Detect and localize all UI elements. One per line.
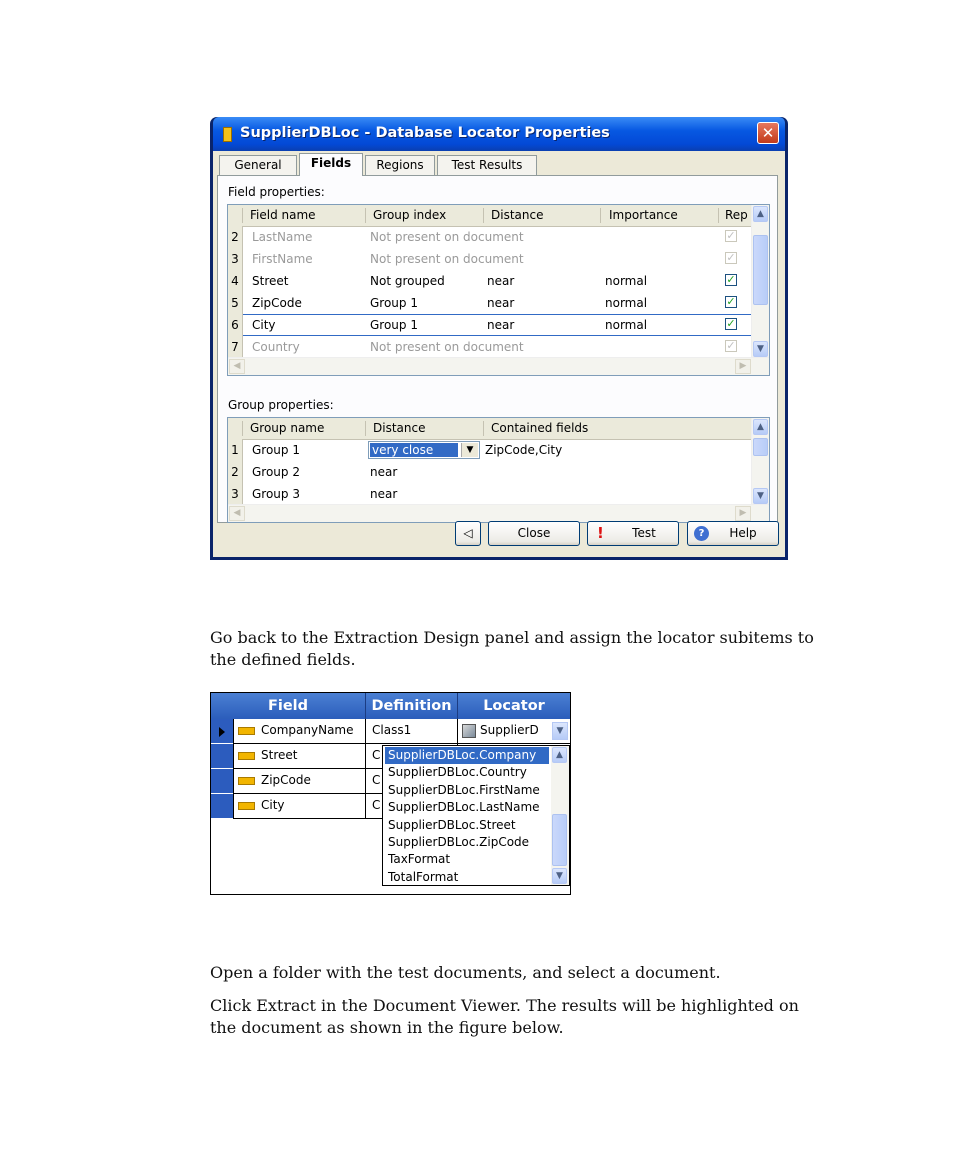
cell-locator[interactable] — [458, 719, 570, 744]
row-selector[interactable] — [211, 744, 233, 769]
cell-importance[interactable]: normal — [605, 296, 648, 310]
field-grid-vscroll[interactable] — [751, 205, 769, 358]
grid-header — [228, 205, 752, 227]
distance-select[interactable] — [368, 441, 480, 459]
cell-definition[interactable]: C — [366, 744, 458, 769]
help-button-label: Help — [729, 526, 757, 540]
scroll-up-icon[interactable]: ▲ — [753, 206, 768, 222]
row-number: 7 — [228, 336, 243, 358]
dropdown-option[interactable]: SupplierDBLoc.Country — [388, 765, 527, 780]
rep-checkbox[interactable]: ✓ — [726, 251, 736, 264]
cell-distance[interactable]: near — [487, 296, 515, 310]
cell-definition[interactable]: Class1 — [366, 719, 458, 744]
cell-field-name: FirstName — [252, 252, 313, 266]
dropdown-vscroll[interactable] — [551, 746, 569, 885]
cell-field-name: LastName — [252, 230, 313, 244]
rep-checkbox[interactable]: ✓ — [726, 317, 736, 330]
scroll-thumb[interactable] — [753, 235, 768, 305]
scroll-thumb[interactable] — [552, 814, 567, 866]
cell-field — [233, 744, 366, 769]
table-row[interactable] — [228, 461, 752, 483]
rep-checkbox[interactable]: ✓ — [726, 295, 736, 308]
locator-properties-dialog — [210, 117, 788, 560]
tab-regions[interactable]: Regions — [365, 155, 435, 175]
scroll-down-icon[interactable]: ▼ — [753, 488, 768, 504]
group-grid-header — [228, 418, 752, 440]
cell-definition[interactable]: C — [366, 794, 458, 819]
field-name: ZipCode — [261, 773, 311, 787]
test-button-label: Test — [632, 526, 656, 540]
dialog-title: SupplierDBLoc - Database Locator Properties — [240, 125, 610, 141]
cell-field — [233, 769, 366, 794]
cell-importance[interactable]: normal — [605, 318, 648, 332]
row-number: 2 — [228, 226, 243, 248]
back-button[interactable]: ◁ — [455, 521, 481, 546]
group-grid-vscroll[interactable] — [751, 418, 769, 505]
exclamation-icon: ! — [597, 524, 604, 542]
cell-field-name: Country — [252, 340, 300, 354]
cell-distance[interactable]: near — [487, 318, 515, 332]
chevron-down-icon[interactable]: ▼ — [461, 443, 478, 457]
table-row[interactable] — [228, 248, 752, 270]
col-group-name[interactable]: Group name — [250, 421, 325, 435]
distance-select-value: very close — [370, 443, 458, 457]
group-grid-hscroll[interactable] — [228, 504, 769, 522]
rep-checkbox[interactable]: ✓ — [726, 229, 736, 242]
row-selector[interactable] — [211, 719, 233, 744]
row-selector[interactable] — [211, 769, 233, 794]
table-row[interactable] — [228, 292, 752, 314]
field-grid-hscroll[interactable] — [228, 357, 769, 375]
cell-field-name: City — [252, 318, 276, 332]
tab-test-results[interactable]: Test Results — [437, 155, 537, 175]
instruction-paragraph-1: Go back to the Extraction Design panel and assign the locator subitems to the defined fields. — [210, 628, 814, 669]
row-number: 3 — [228, 248, 243, 270]
col-field-name[interactable]: Field name — [250, 208, 316, 222]
col-locator[interactable]: Locator — [458, 693, 570, 719]
cell-field — [233, 794, 366, 819]
current-row-icon — [219, 727, 225, 737]
cell-group-index[interactable]: Not present on document — [370, 252, 524, 266]
scroll-up-icon[interactable]: ▲ — [753, 419, 768, 435]
dropdown-option[interactable]: TotalFormat — [388, 869, 459, 884]
scroll-left-icon[interactable]: ◀ — [229, 506, 245, 521]
row-number: 2 — [228, 461, 243, 483]
col-group-index[interactable]: Group index — [373, 208, 447, 222]
col-field[interactable]: Field — [211, 693, 366, 719]
cell-field-name: Street — [252, 274, 289, 288]
group-properties-label: Group properties: — [228, 398, 334, 412]
col-rep[interactable]: Rep — [725, 208, 748, 222]
field-name: CompanyName — [261, 723, 354, 737]
cell-field-name: ZipCode — [252, 296, 302, 310]
cell-definition[interactable]: C — [366, 769, 458, 794]
group-properties-grid — [227, 417, 770, 523]
dropdown-option[interactable]: SupplierDBLoc.ZipCode — [388, 835, 530, 849]
close-button[interactable]: Close — [488, 521, 580, 546]
col-distance[interactable]: Distance — [491, 208, 544, 222]
field-icon — [238, 727, 255, 735]
scroll-down-icon[interactable]: ▼ — [552, 868, 567, 884]
field-properties-label: Field properties: — [228, 185, 325, 199]
help-icon: ? — [694, 526, 709, 541]
table-row[interactable] — [228, 270, 752, 292]
instruction-paragraph-3: Click Extract in the Document Viewer. The results will be highlighted on the document as shown in the figure below. — [210, 996, 799, 1037]
col-importance[interactable]: Importance — [609, 208, 678, 222]
cell-group-index[interactable]: Not grouped — [370, 274, 445, 288]
col-group-distance[interactable]: Distance — [373, 421, 426, 435]
close-icon[interactable]: ✕ — [757, 122, 779, 144]
table-row[interactable] — [228, 483, 752, 505]
row-selector[interactable] — [211, 794, 233, 819]
database-icon — [223, 127, 232, 142]
locator-value: SupplierD — [480, 723, 539, 737]
cell-group-index[interactable]: Group 1 — [370, 296, 418, 310]
cell-group-name: Group 3 — [252, 487, 300, 501]
cell-group-distance[interactable]: near — [370, 465, 398, 479]
cell-distance[interactable]: near — [487, 274, 515, 288]
field-icon — [238, 752, 255, 760]
cell-group-name: Group 1 — [252, 443, 300, 457]
table-row[interactable] — [228, 314, 752, 336]
cell-group-name: Group 2 — [252, 465, 300, 479]
cell-contained-fields: ZipCode,City — [485, 443, 563, 457]
cell-group-distance[interactable]: near — [370, 487, 398, 501]
row-number: 5 — [228, 292, 243, 314]
tab-general[interactable]: General — [219, 155, 297, 175]
tab-strip — [219, 153, 779, 175]
row-number: 4 — [228, 270, 243, 292]
table-row[interactable] — [211, 719, 571, 744]
field-name: City — [261, 798, 285, 812]
dropdown-option[interactable]: SupplierDBLoc.FirstName — [388, 782, 540, 797]
table-row[interactable] — [228, 439, 752, 461]
scroll-thumb[interactable] — [753, 438, 768, 456]
scroll-right-icon[interactable]: ▶ — [735, 359, 751, 374]
help-button[interactable] — [687, 521, 779, 546]
col-contained-fields[interactable]: Contained fields — [491, 421, 589, 435]
cell-group-index[interactable]: Not present on document — [370, 340, 524, 354]
dropdown-option[interactable]: SupplierDBLoc.LastName — [388, 800, 540, 815]
rep-checkbox[interactable]: ✓ — [726, 273, 736, 286]
table-row[interactable] — [228, 226, 752, 248]
scroll-left-icon[interactable]: ◀ — [229, 359, 245, 374]
field-properties-grid — [227, 204, 770, 376]
dropdown-option[interactable]: SupplierDBLoc.Street — [388, 817, 516, 832]
cell-group-index[interactable]: Group 1 — [370, 318, 418, 332]
dialog-client — [213, 151, 785, 557]
tab-fields[interactable]: Fields — [299, 153, 363, 176]
test-button[interactable] — [587, 521, 679, 546]
locator-dropdown-list[interactable] — [382, 745, 570, 886]
chevron-down-icon[interactable]: ▼ — [552, 722, 568, 740]
row-number: 3 — [228, 483, 243, 505]
dropdown-option[interactable]: TaxFormat — [388, 852, 451, 867]
cell-importance[interactable]: normal — [605, 274, 648, 288]
dropdown-option[interactable]: SupplierDBLoc.Company — [385, 747, 549, 764]
col-definition[interactable]: Definition — [366, 693, 458, 719]
cell-group-index[interactable]: Not present on document — [370, 230, 524, 244]
field-name: Street — [261, 748, 298, 762]
table-row[interactable] — [228, 336, 752, 358]
scroll-up-icon[interactable]: ▲ — [552, 747, 567, 763]
cell-field — [233, 719, 366, 744]
title-bar[interactable] — [213, 117, 785, 151]
row-number: 6 — [228, 314, 243, 336]
row-number: 1 — [228, 439, 243, 461]
locator-icon — [462, 724, 476, 738]
instruction-paragraph-2: Open a folder with the test documents, and select a document. — [210, 963, 721, 982]
scroll-right-icon[interactable]: ▶ — [735, 506, 751, 521]
field-icon — [238, 777, 255, 785]
field-icon — [238, 802, 255, 810]
rep-checkbox[interactable]: ✓ — [726, 339, 736, 352]
fields-tab-panel — [217, 175, 778, 523]
scroll-down-icon[interactable]: ▼ — [753, 341, 768, 357]
